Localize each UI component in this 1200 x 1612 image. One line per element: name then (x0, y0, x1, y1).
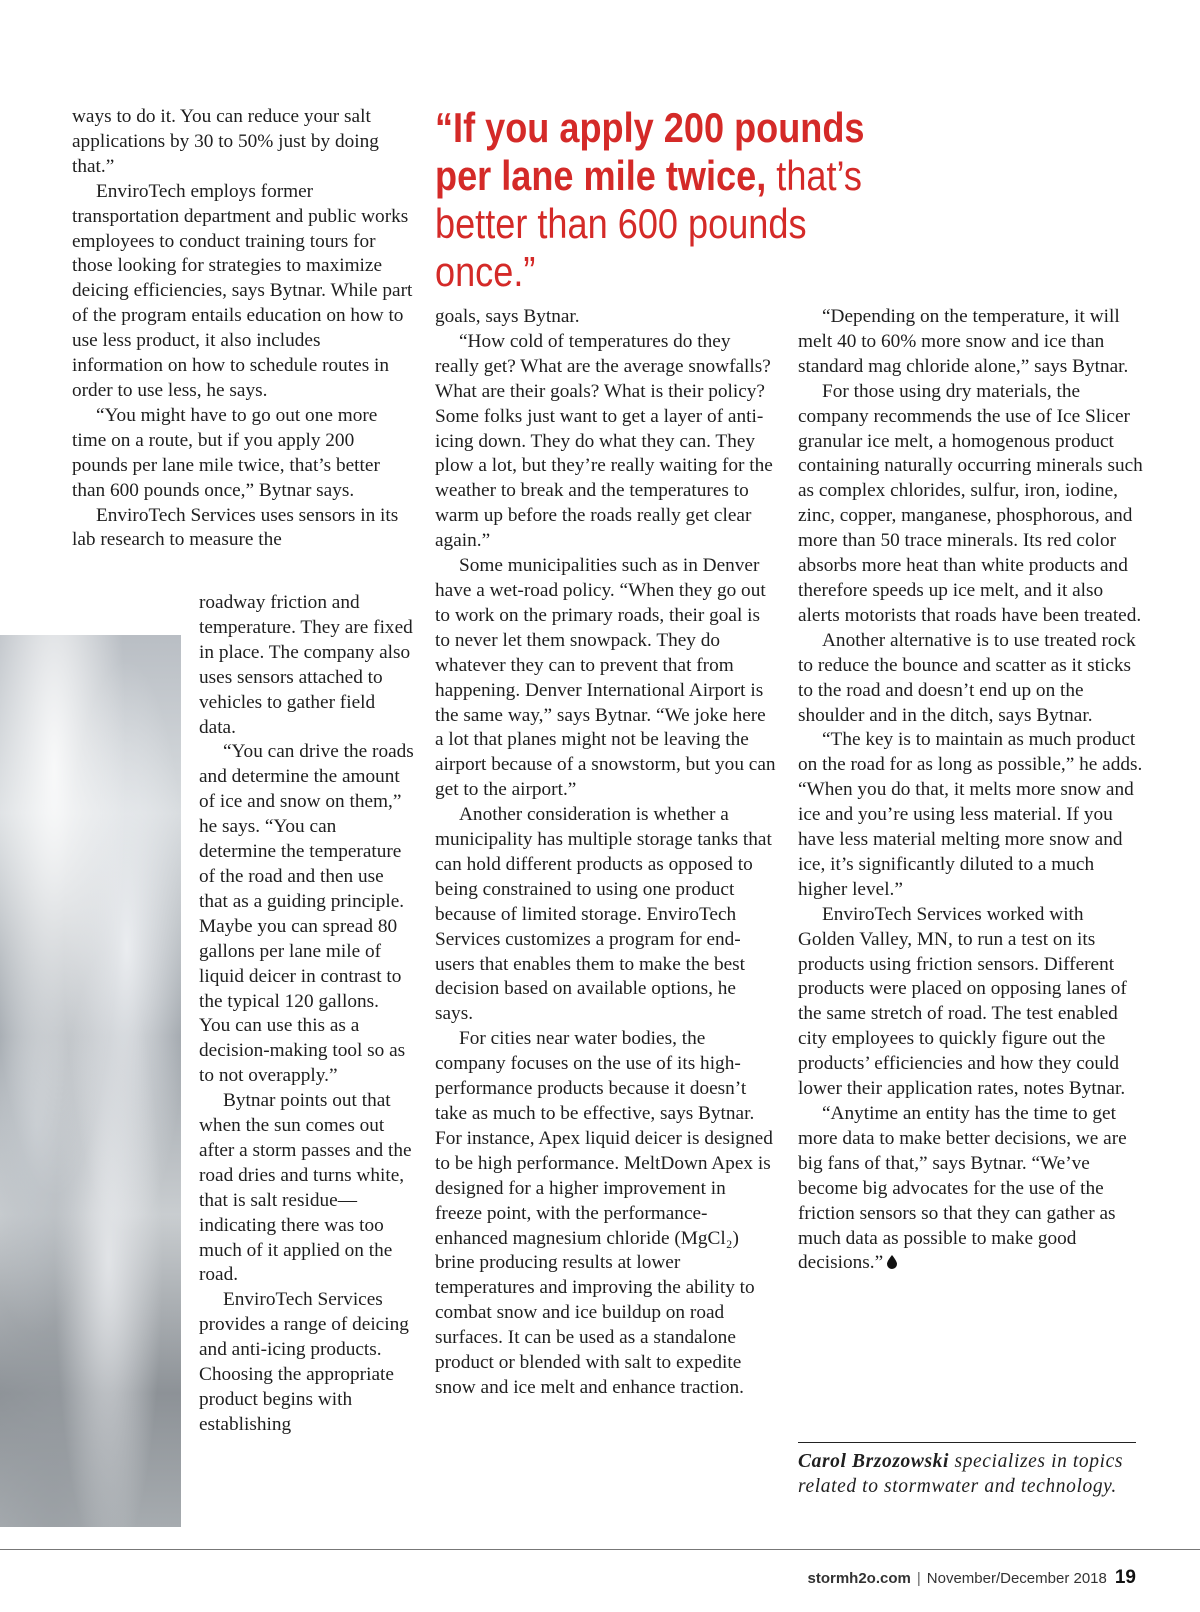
paragraph: For those using dry materials, the company recommends the use of Ice Slicer granular ice melt, a homogenous product containing naturally occurring minerals such as complex chlorides, sulfur, iron, iodine, zinc, copper, manganese, phosphorous, and more than 50 trace minerals. Its red color absorbs more heat than white products and therefore speeds up ice melt, and it also alerts motorists that roads have been treated. (798, 380, 1143, 626)
paragraph: goals, says Bytnar. (435, 306, 580, 327)
page-number: 19 (1114, 1567, 1136, 1588)
paragraph: Bytnar points out that when the sun comes out after a storm passes and the road dries and turns white, that is salt residue—indicating there was too much of it applied on the road. (199, 1090, 412, 1286)
paragraph: EnviroTech Services worked with Golden Valley, MN, to run a test on its products using friction sensors. Different products were placed on opposing lanes of the same stretch of road. The test enabled city employees to quickly figure out the products’ efficiencies and how they could lower their application rates, notes Bytnar. (798, 903, 1127, 1100)
paragraph: EnviroTech Services provides a range of deicing and anti-icing products. Choosing the appropriate product begins with establishing (199, 1289, 409, 1435)
paragraph: Another consideration is whether a municipality has multiple storage tanks that can hold different products as opposed to being constrained to using one product because of limited storage. EnviroTech Services customizes a program for end-users that enables them to make the best decision based on available options, he says. (435, 804, 772, 1025)
paragraph: “You can drive the roads and determine the amount of ice and snow on them,” he says. “You can determine the temperature of the road and then use that as a guiding principle. Maybe you can spread 80 gallons per lane mile of liquid deicer in contrast to the typical 120 gallons. You can use this as a decision-making tool so as to not overapply.” (199, 741, 414, 1087)
paragraph: EnviroTech employs former transportation department and public works employees to conduct training tours for those looking for strategies to maximize deicing efficiencies, says Bytnar. While part of the program entails education on how to use less product, it also includes information on how to schedule routes in order to use less, he says. (72, 180, 413, 401)
column-1-narrow (199, 591, 414, 1438)
paragraph: “Anytime an entity has the time to get more data to make better decisions, we are big fans of that,” says Bytnar. “We’ve become big advocates for the use of the friction sensors so that they can gather as much data as possible to make good decisions.” (798, 1103, 1127, 1274)
author-bio (798, 1449, 1136, 1499)
footer-issue: November/December 2018 (926, 1570, 1107, 1587)
paragraph: Another alternative is to use treated rock to reduce the bounce and scatter as it sticks to the road and doesn’t end up on the shoulder and in the ditch, says Bytnar. (798, 629, 1136, 726)
road-ice-photo (0, 635, 181, 1527)
paragraph: “The key is to maintain as much product on the road for as long as possible,” he adds. “When you do that, it melts more snow and ice and you’re using less material. If you have less material melting more snow and ice, it’s significantly diluted to a much higher level.” (798, 729, 1143, 900)
page-footer (808, 1567, 1137, 1589)
author-name: Carol Brzozowski (798, 1451, 950, 1472)
paragraph: EnviroTech Services uses sensors in its lab research to measure the (72, 504, 399, 551)
paragraph: For cities near water bodies, the company focuses on the use of its high-performance products because it doesn’t take as much to be effective, says Bytnar. For instance, Apex liquid deicer is designed to be high performance. MeltDown Apex is designed for a higher improvement in freeze point, with the performance-enhanced magnesium chloride (MgCl₂) brine producing results at lower temperatures and improving the ability to combat snow and ice buildup on road surfaces. It can be used as a standalone product or blended with salt to expedite snow and ice melt and enhance traction. (435, 1028, 773, 1398)
pull-quote-bold: “If you apply 200 pounds per lane mile twice, (435, 104, 865, 199)
pull-quote-regular: that’s better than 600 pounds once.” (435, 152, 862, 295)
author-bio-text: specializes in topics related to stormwater and technology. (798, 1451, 1124, 1497)
column-1 (72, 105, 414, 553)
water-drop-icon (887, 1255, 897, 1269)
paragraph: ways to do it. You can reduce your salt applications by 30 to 50% just by doing that.” (72, 106, 379, 177)
paragraph: “How cold of temperatures do they really get? What are the average snowfalls? What are their goals? What is their policy? Some folks just want to get a layer of anti-icing down. They do what they can. They plow a lot, but they’re really waiting for the weather to break and the temperatures to warm up before the roads really get clear again.” (435, 330, 773, 552)
paragraph: “You might have to go out one more time on a route, but if you apply 200 pounds per lane mile twice, that’s better than 600 pounds once,” Bytnar says. (72, 404, 380, 501)
footer-divider (0, 1549, 1200, 1550)
footer-separator: | (916, 1570, 921, 1587)
pull-quote (435, 104, 917, 296)
column-2 (435, 305, 777, 1401)
column-3 (798, 305, 1143, 1276)
footer-site: stormh2o.com (807, 1570, 911, 1587)
bio-divider (798, 1442, 1136, 1443)
paragraph: roadway friction and temperature. They are fixed in place. The company also uses sensors attached to vehicles to gather field data. (199, 592, 413, 738)
paragraph: “Depending on the temperature, it will melt 40 to 60% more snow and ice than standard mag chloride alone,” says Bytnar. (798, 306, 1129, 377)
paragraph: Some municipalities such as in Denver have a wet-road policy. “When they go out to work on the primary roads, their goal is to never let them snowpack. They do whatever they can to prevent that from happening. Denver International Airport is the same way,” says Bytnar. “We joke here a lot that planes might not be leaving the airport because of a snowstorm, but you can get to the airport.” (435, 555, 776, 801)
